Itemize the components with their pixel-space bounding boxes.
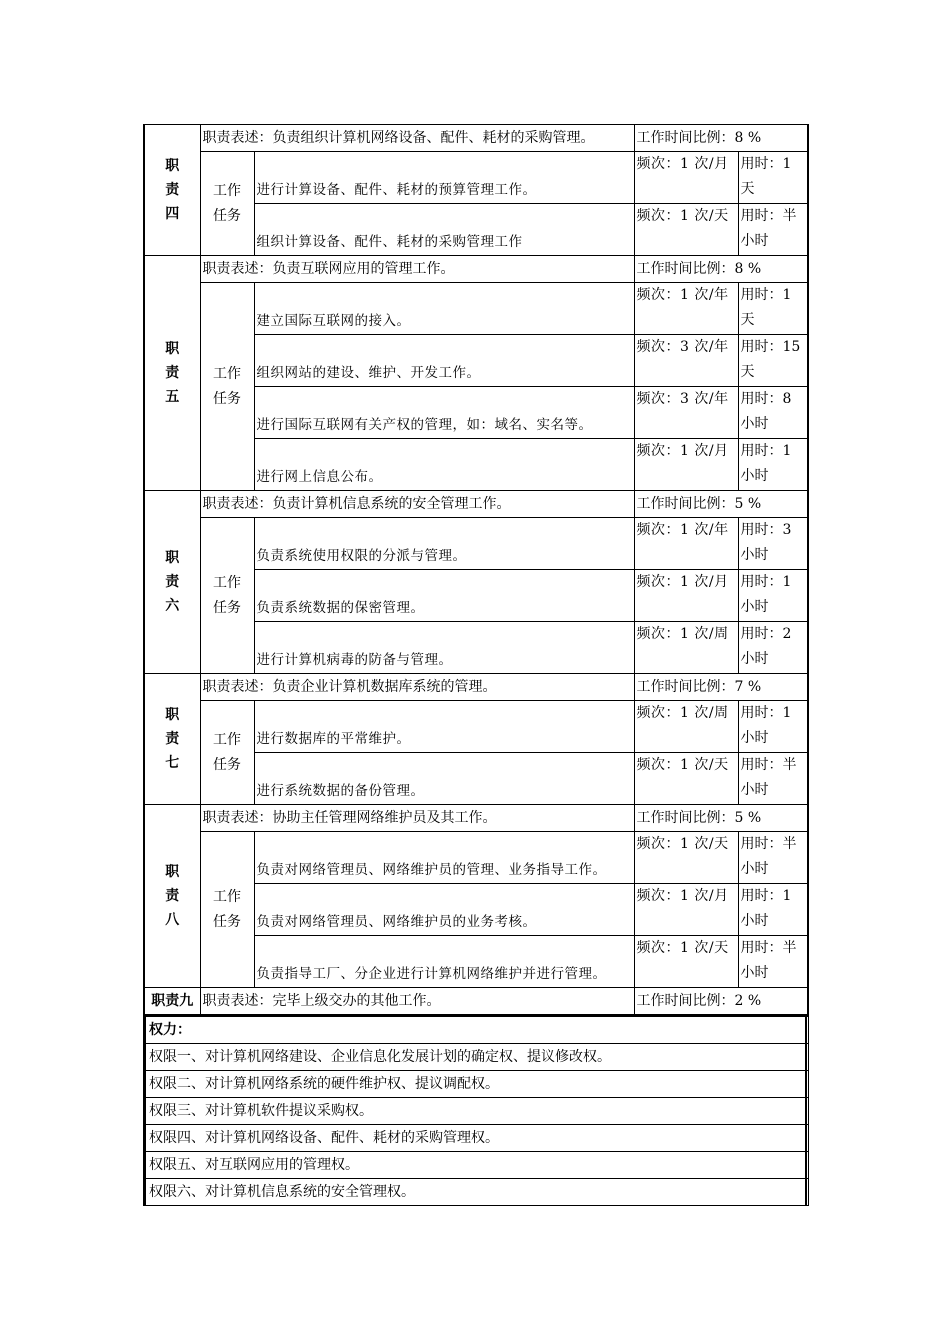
task-frequency: 频次：1 次/天	[634, 204, 738, 256]
task-text: 负责指导工厂、分企业进行计算机网络维护并进行管理。	[254, 936, 634, 988]
task-row	[144, 701, 808, 753]
task-group-label	[200, 152, 254, 256]
duty-label-char: 五	[165, 389, 180, 405]
duty-desc-row	[144, 491, 808, 518]
duty-label-char: 六	[165, 598, 180, 614]
task-frequency: 频次：1 次/年	[634, 518, 738, 570]
task-text: 进行计算设备、配件、耗材的预算管理工作。	[254, 152, 634, 204]
task-row	[144, 518, 808, 570]
duty-label-char: 责	[165, 365, 180, 381]
duty-label-char: 责	[165, 574, 180, 590]
task-duration: 用时：1小时	[738, 701, 808, 753]
task-text: 负责对网络管理员、网络维护员的管理、业务指导工作。	[254, 832, 634, 884]
task-frequency: 频次：1 次/周	[634, 622, 738, 674]
duty-label-char: 责	[165, 182, 180, 198]
power-item: 权限五、对互联网应用的管理权。	[146, 1152, 809, 1179]
task-duration: 用时：半小时	[738, 204, 808, 256]
power-row	[146, 1071, 809, 1098]
task-frequency: 频次：1 次/月	[634, 884, 738, 936]
duty-label-char: 职	[165, 341, 180, 357]
task-text: 组织网站的建设、维护、开发工作。	[254, 335, 634, 387]
power-row	[146, 1044, 809, 1071]
task-group-label-word: 工作	[213, 365, 241, 382]
task-frequency: 频次：1 次/周	[634, 701, 738, 753]
task-duration: 用时：1小时	[738, 439, 808, 491]
duty-label-char: 八	[165, 912, 180, 928]
task-text: 进行数据库的平常维护。	[254, 701, 634, 753]
task-frequency: 频次：1 次/天	[634, 936, 738, 988]
task-group-label	[200, 283, 254, 491]
duty9-row	[144, 988, 808, 1015]
duty9-ratio: 工作时间比例：2 %	[634, 988, 808, 1015]
work-time-ratio: 工作时间比例：5 %	[634, 491, 808, 518]
duty-description: 职责表述：协助主任管理网络维护员及其工作。	[200, 805, 634, 832]
task-group-label-word: 任务	[213, 599, 241, 616]
duty-label	[144, 491, 200, 674]
power-row	[146, 1098, 809, 1125]
duty-label-char: 四	[165, 206, 180, 222]
task-text: 负责系统使用权限的分派与管理。	[254, 518, 634, 570]
duty-description: 职责表述：负责企业计算机数据库系统的管理。	[200, 674, 634, 701]
power-row	[146, 1152, 809, 1179]
power-item: 权限二、对计算机网络系统的硬件维护权、提议调配权。	[146, 1071, 809, 1098]
task-duration: 用时：1天	[738, 152, 808, 204]
duty-description: 职责表述：负责计算机信息系统的安全管理工作。	[200, 491, 634, 518]
task-group-label	[200, 701, 254, 805]
duty-desc-row	[144, 805, 808, 832]
power-table	[145, 1015, 809, 1206]
task-group-label-word: 任务	[213, 390, 241, 407]
power-item: 权限四、对计算机网络设备、配件、耗材的采购管理权。	[146, 1125, 809, 1152]
task-duration: 用时：1天	[738, 283, 808, 335]
task-row	[144, 283, 808, 335]
duty9-description: 职责表述：完毕上级交办的其他工作。	[200, 988, 634, 1015]
work-time-ratio: 工作时间比例：7 %	[634, 674, 808, 701]
duty-label-char: 职	[165, 158, 180, 174]
task-text: 进行网上信息公布。	[254, 439, 634, 491]
duty-label-char: 责	[165, 888, 180, 904]
duty-desc-row	[144, 256, 808, 283]
duty-description: 职责表述：负责互联网应用的管理工作。	[200, 256, 634, 283]
task-row	[144, 152, 808, 204]
duty-description: 职责表述：负责组织计算机网络设备、配件、耗材的采购管理。	[200, 125, 634, 152]
work-time-ratio: 工作时间比例：5 %	[634, 805, 808, 832]
task-group-label-word: 工作	[213, 182, 241, 199]
task-frequency: 频次：1 次/月	[634, 570, 738, 622]
task-group-label-word: 任务	[213, 913, 241, 930]
duty9-label: 职责九	[144, 988, 200, 1015]
task-duration: 用时：3小时	[738, 518, 808, 570]
work-time-ratio: 工作时间比例：8 %	[634, 125, 808, 152]
task-frequency: 频次：1 次/月	[634, 152, 738, 204]
task-text: 进行国际互联网有关产权的管理，如：域名、实名等。	[254, 387, 634, 439]
task-duration: 用时：1小时	[738, 884, 808, 936]
duty-label	[144, 805, 200, 988]
task-frequency: 频次：3 次/年	[634, 387, 738, 439]
task-group-label-word: 任务	[213, 207, 241, 224]
power-item: 权限三、对计算机软件提议采购权。	[146, 1098, 809, 1125]
power-heading: 权力：	[146, 1016, 809, 1044]
duty-label-char: 职	[165, 550, 180, 566]
duty-label-char: 七	[165, 755, 180, 771]
task-text: 负责系统数据的保密管理。	[254, 570, 634, 622]
task-duration: 用时：8小时	[738, 387, 808, 439]
task-group-label	[200, 518, 254, 674]
task-group-label	[200, 832, 254, 988]
work-time-ratio: 工作时间比例：8 %	[634, 256, 808, 283]
task-duration: 用时：2小时	[738, 622, 808, 674]
document-page	[143, 124, 807, 1206]
power-item: 权限一、对计算机网络建设、企业信息化发展计划的确定权、提议修改权。	[146, 1044, 809, 1071]
duty-label-char: 职	[165, 707, 180, 723]
duty-label	[144, 256, 200, 491]
task-text: 建立国际互联网的接入。	[254, 283, 634, 335]
task-group-label-word: 工作	[213, 888, 241, 905]
duty-label	[144, 674, 200, 805]
task-frequency: 频次：1 次/月	[634, 439, 738, 491]
task-text: 进行计算机病毒的防备与管理。	[254, 622, 634, 674]
power-row	[146, 1125, 809, 1152]
task-duration: 用时：半小时	[738, 832, 808, 884]
duty-label	[144, 125, 200, 256]
task-frequency: 频次：1 次/天	[634, 753, 738, 805]
duties-table	[143, 124, 809, 1015]
task-group-label-word: 工作	[213, 574, 241, 591]
task-frequency: 频次：3 次/年	[634, 335, 738, 387]
task-duration: 用时：半小时	[738, 936, 808, 988]
task-row	[144, 832, 808, 884]
task-duration: 用时：半小时	[738, 753, 808, 805]
power-section	[143, 1015, 807, 1206]
task-group-label-word: 任务	[213, 756, 241, 773]
duty-desc-row	[144, 674, 808, 701]
task-frequency: 频次：1 次/年	[634, 283, 738, 335]
task-text: 负责对网络管理员、网络维护员的业务考核。	[254, 884, 634, 936]
duty-label-char: 职	[165, 864, 180, 880]
power-row	[146, 1179, 809, 1206]
task-group-label-word: 工作	[213, 731, 241, 748]
task-duration: 用时：1小时	[738, 570, 808, 622]
task-text: 进行系统数据的备份管理。	[254, 753, 634, 805]
duty-desc-row	[144, 125, 808, 152]
task-duration: 用时：15天	[738, 335, 808, 387]
task-frequency: 频次：1 次/天	[634, 832, 738, 884]
task-text: 组织计算设备、配件、耗材的采购管理工作	[254, 204, 634, 256]
power-item: 权限六、对计算机信息系统的安全管理权。	[146, 1179, 809, 1206]
duty-label-char: 责	[165, 731, 180, 747]
